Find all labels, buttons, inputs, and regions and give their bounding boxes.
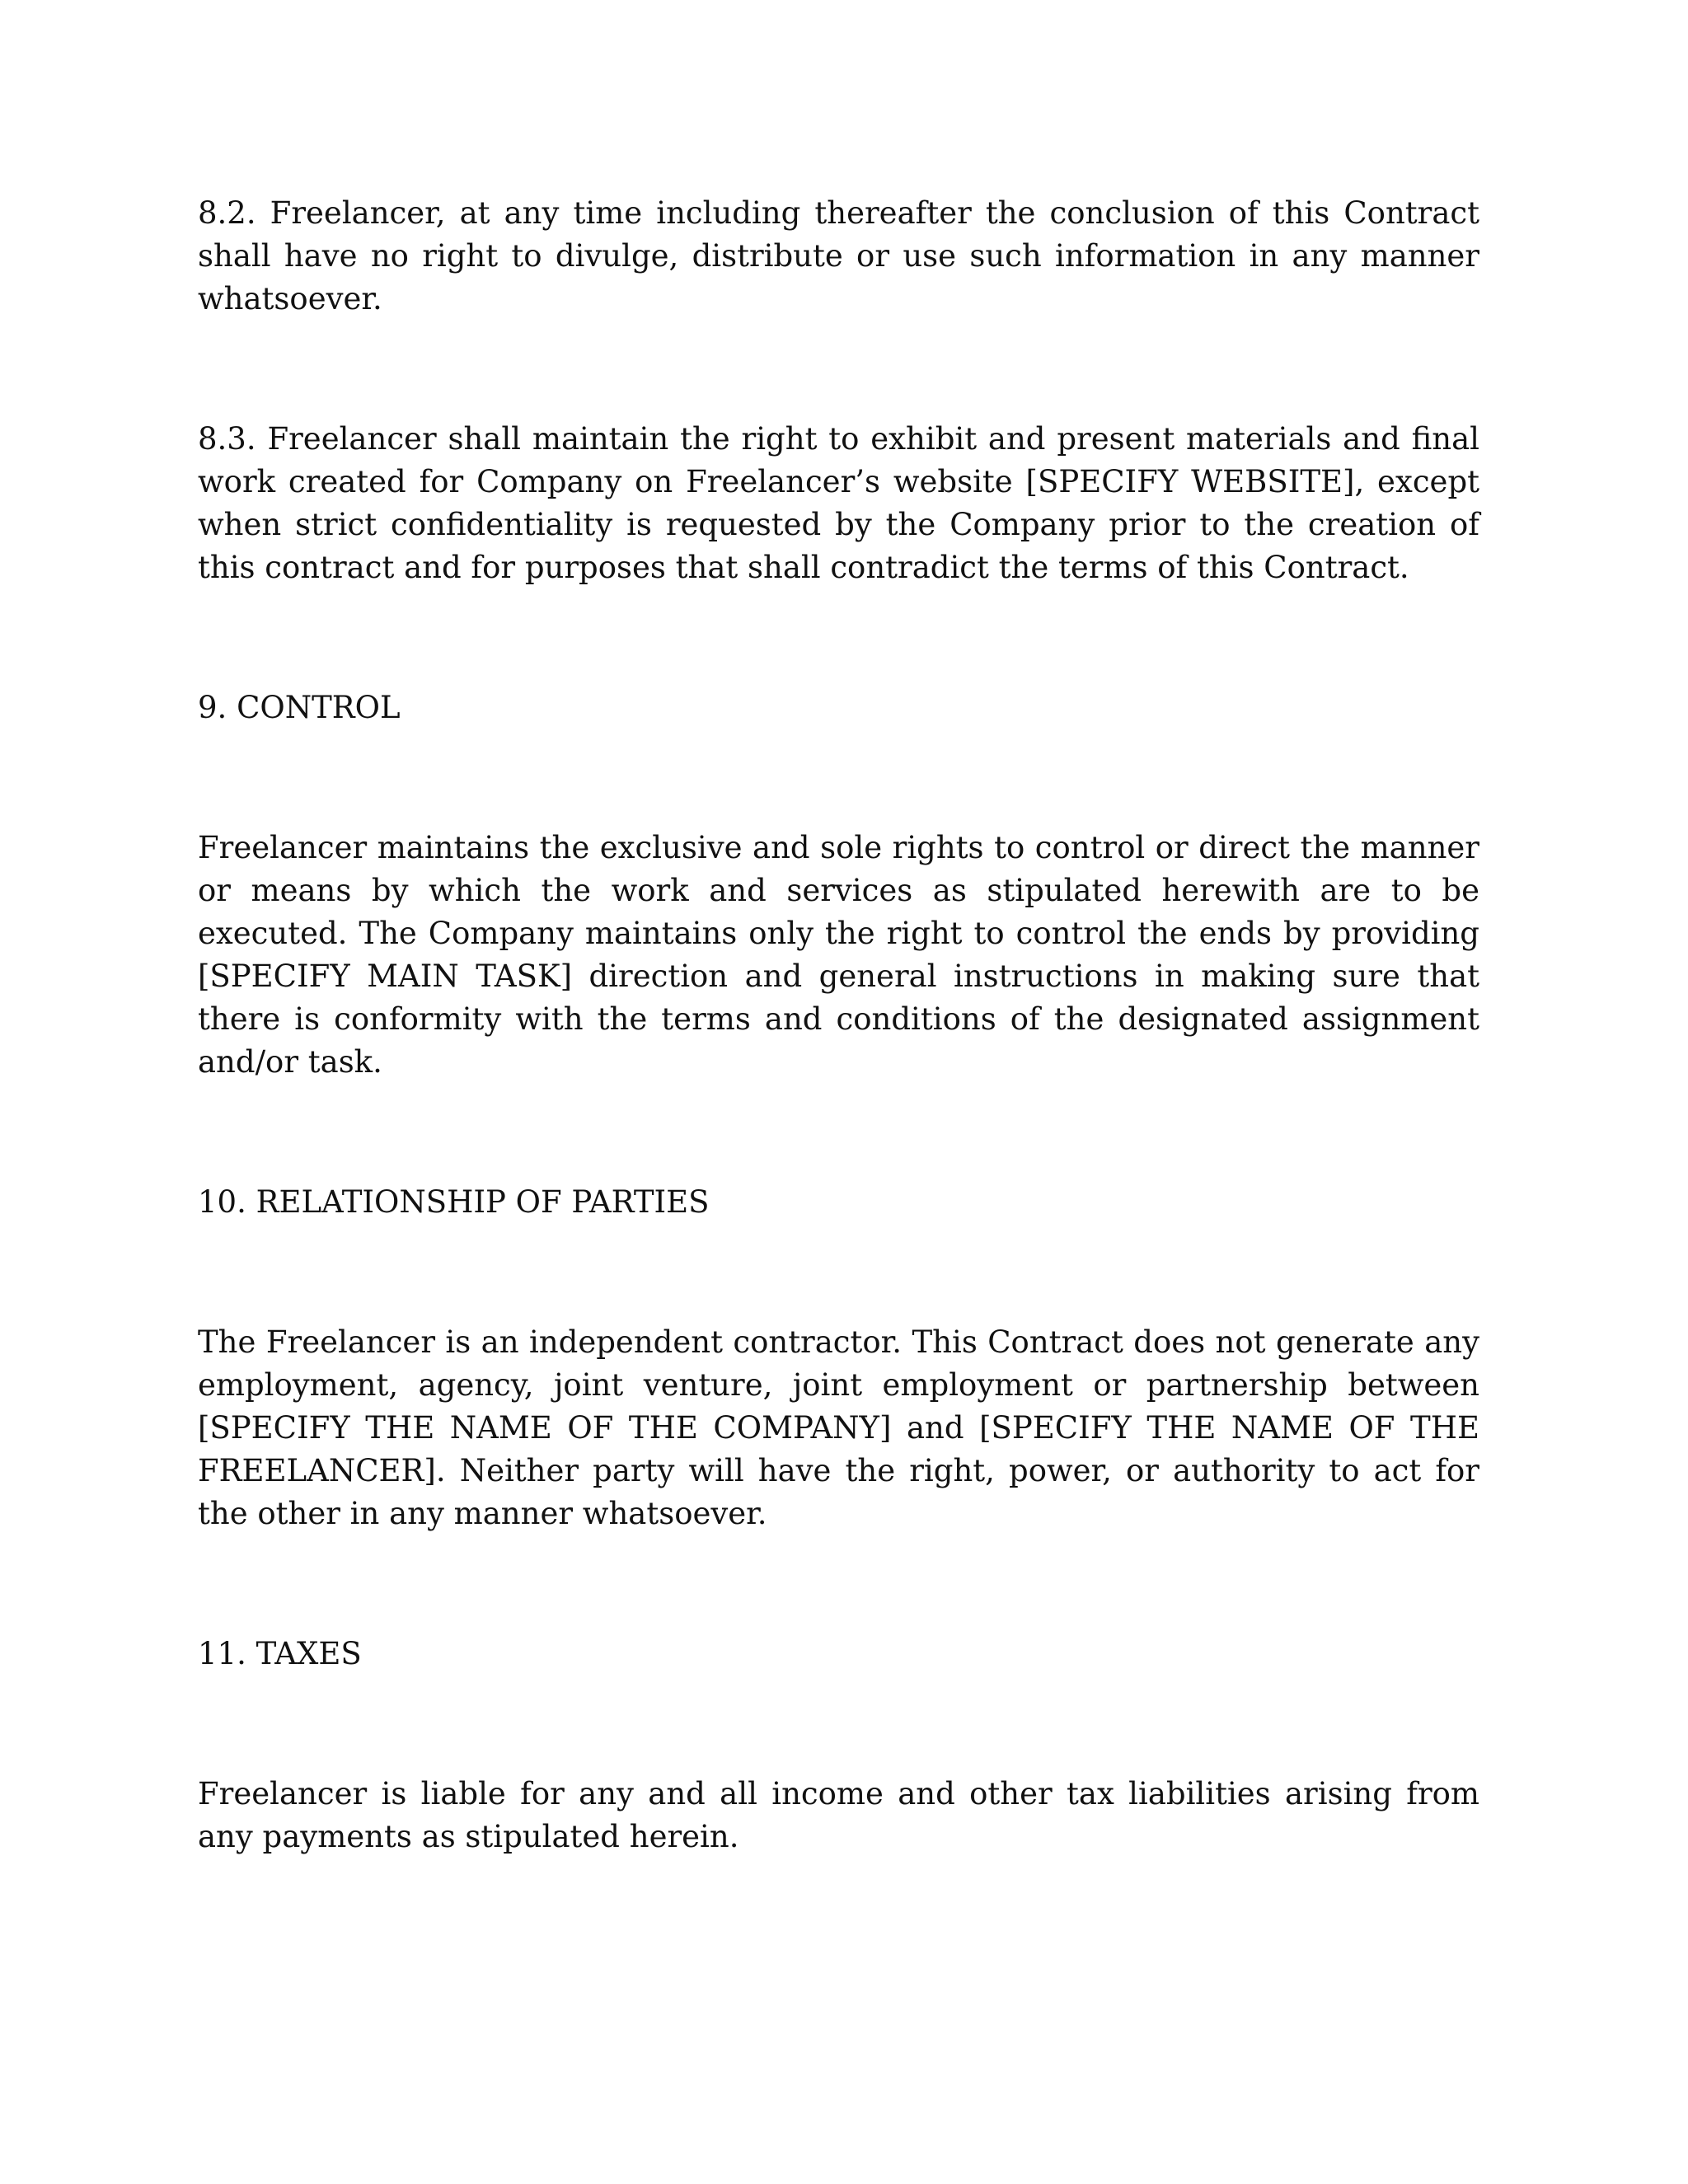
paragraph-spacer: [198, 729, 1479, 827]
section-10-body: The Freelancer is an independent contractor. This Contract does not generate any employment, agency, joint venture, joint employment or partnership between [SPECIFY THE NAME OF THE COMPANY] and [SPECIFY THE NAME OF THE FREELANCER]. Neither party will have the right, power, or authority to act for the other in any manner whatsoever.: [198, 1324, 1479, 1531]
clause-8-2: 8.2. Freelancer, at any time including thereafter the conclusion of this Contract shall have no right to divulge, distribute or use such information in any manner whatsoever.: [198, 195, 1479, 316]
section-9-heading: 9. CONTROL: [198, 690, 401, 725]
paragraph-spacer: [198, 321, 1479, 418]
paragraph-spacer: [198, 1224, 1479, 1321]
paragraph-spacer: [198, 589, 1479, 687]
document-body: [198, 192, 1479, 1858]
section-11-heading: 11. TAXES: [198, 1636, 362, 1671]
section-9-body: Freelancer maintains the exclusive and sole rights to control or direct the manner or means by which the work and services as stipulated herewith are to be executed. The Company maintains only the right to control the ends by providing [SPECIFY MAIN TASK] direction and general instructions in making sure that there is conformity with the terms and conditions of the designated assignment and/or task.: [198, 830, 1479, 1080]
section-11-body: Freelancer is liable for any and all income and other tax liabilities arising from any payments as stipulated herein.: [198, 1776, 1479, 1854]
paragraph-spacer: [198, 1675, 1479, 1773]
paragraph-spacer: [198, 1535, 1479, 1633]
section-10-heading: 10. RELATIONSHIP OF PARTIES: [198, 1184, 710, 1220]
paragraph-spacer: [198, 1084, 1479, 1181]
clause-8-3: 8.3. Freelancer shall maintain the right to exhibit and present materials and final work created for Company on Freelancer’s website [SPECIFY WEBSITE], except when strict confidentiality is requested by the Company prior to the creation of this contract and for purposes that shall contradict the terms of this Contract.: [198, 421, 1479, 585]
